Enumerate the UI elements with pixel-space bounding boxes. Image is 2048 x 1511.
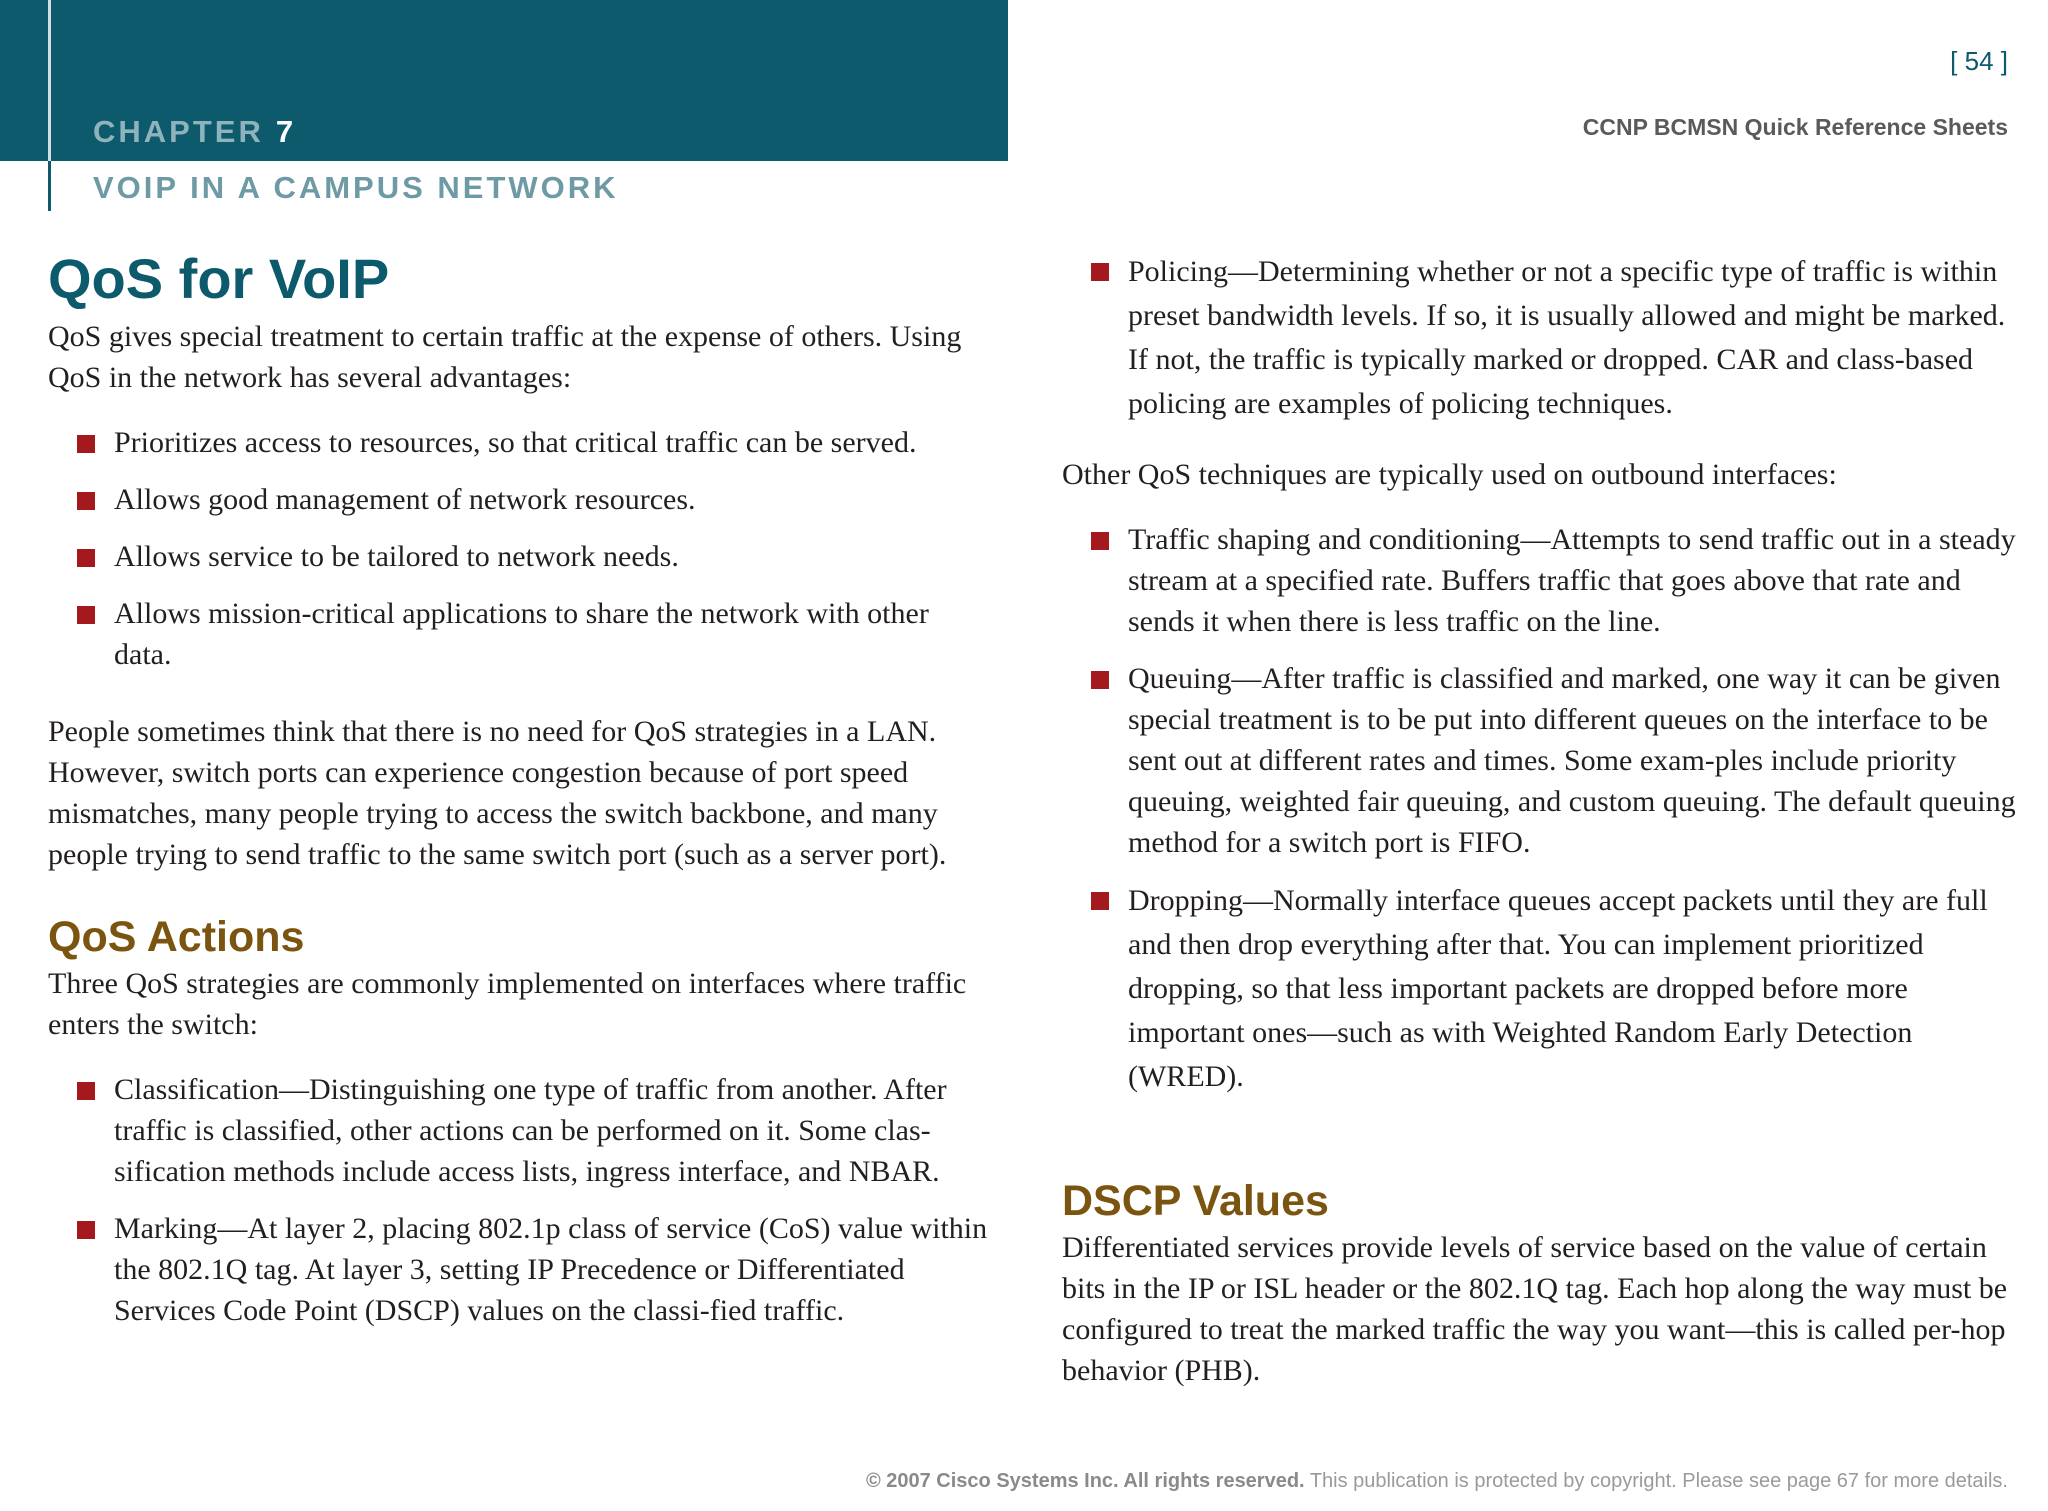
list-item: [48, 593, 1008, 675]
outbound-intro: Other QoS techniques are typically used on outbound interfaces:: [1062, 458, 1837, 491]
footer-copyright: [866, 1470, 2008, 1493]
section-title-qos-for-voip: QoS for VoIP: [48, 247, 390, 310]
page-number: [ 54 ]: [1950, 46, 2008, 76]
list-item-text: Dropping—Normally interface queues accept packets until they are full and then drop everything after that. You can implement prioritized dropping, so that less important packets are dropped before more important ones—such as with Weighted Random Early Detection (WRED).: [1128, 884, 1988, 1093]
list-item-text: Marking—At layer 2, placing 802.1p class of service (CoS) value within the 802.1Q tag. At layer 3, setting IP Precedence or Differentiated Services Code Point (DSCP) values on the classi-fied traffic.: [114, 1212, 988, 1327]
list-item-text: Allows mission-critical applications to share the network with other data.: [114, 597, 929, 671]
intro-paragraph: QoS gives special treatment to certain traffic at the expense of others. Using QoS in the network has several advantages:: [48, 320, 962, 394]
list-item: [48, 1069, 1008, 1192]
bullet-icon: [1091, 892, 1109, 910]
bullet-icon: [1091, 532, 1109, 550]
right-column: [1062, 246, 2022, 1391]
list-item-text: Allows good management of network resources.: [114, 483, 696, 516]
bullet-icon: [1091, 671, 1109, 689]
outbound-list: [1062, 519, 2022, 1099]
footer-notice: This publication is protected by copyright. Please see page 67 for more details.: [1309, 1470, 2008, 1492]
bullet-icon: [77, 549, 95, 567]
bullet-icon: [77, 606, 95, 624]
list-item-text: Traffic shaping and conditioning—Attempts to send traffic out in a steady stream at a specified rate. Buffers traffic that goes above that rate and sends it when there is less traffic on the line.: [1128, 523, 2016, 638]
left-column: [48, 246, 1008, 1331]
bullet-icon: [77, 492, 95, 510]
list-item: [48, 479, 1008, 520]
section-title-qos-actions: QoS Actions: [48, 913, 305, 961]
policing-list: [1062, 250, 2022, 426]
list-item-text: Policing—Determining whether or not a specific type of traffic is within preset bandwidth levels. If so, it is usually allowed and might be marked. If not, the traffic is typically marked or dropped. CAR and class-based policing are examples of policing techniques.: [1128, 255, 2006, 420]
lan-paragraph: People sometimes think that there is no need for QoS strategies in a LAN. However, switch ports can experience congestion because of port speed mismatches, many people trying to access the switch backbone, and many people trying to send traffic to the same switch port (such as a server port).: [48, 715, 947, 871]
bullet-icon: [77, 435, 95, 453]
book-title: CCNP BCMSN Quick Reference Sheets: [1582, 114, 2008, 140]
actions-intro: Three QoS strategies are commonly implemented on interfaces where traffic enters the switch:: [48, 967, 967, 1041]
list-item: [1062, 879, 2022, 1099]
advantages-list: [48, 422, 1008, 675]
list-item: [1062, 519, 2022, 642]
list-item: [48, 536, 1008, 577]
list-item-text: Queuing—After traffic is classified and marked, one way it can be given special treatment is to be put into different queues on the interface to be sent out at different rates and times. Some exam-ples include priority queuing, weighted fair queuing, and custom queuing. The default queuing method for a switch port is FIFO.: [1128, 662, 2016, 859]
chapter-label: [93, 114, 296, 150]
chapter-title: VOIP IN A CAMPUS NETWORK: [93, 170, 619, 205]
header-rule-lower: [48, 161, 51, 211]
header-rule: [48, 0, 51, 161]
actions-list: [48, 1069, 1008, 1331]
bullet-icon: [77, 1221, 95, 1239]
dscp-paragraph: Differentiated services provide levels of service based on the value of certain bits in the IP or ISL header or the 802.1Q tag. Each hop along the way must be configured to treat the marked traffic the way you want—this is called per-hop behavior (PHB).: [1062, 1231, 2008, 1387]
bullet-icon: [77, 1082, 95, 1100]
footer-copyright-text: © 2007 Cisco Systems Inc. All rights reserved.: [865, 1470, 1305, 1492]
list-item: [1062, 658, 2022, 863]
bullet-icon: [1091, 263, 1109, 281]
list-item: [48, 422, 1008, 463]
list-item-text: Allows service to be tailored to network needs.: [114, 540, 679, 573]
list-item: [1062, 250, 2022, 426]
list-item-text: Prioritizes access to resources, so that critical traffic can be served.: [114, 426, 917, 459]
chapter-label-text: CHAPTER: [93, 114, 264, 149]
list-item: [48, 1208, 1008, 1331]
list-item-text: Classification—Distinguishing one type of traffic from another. After traffic is classified, other actions can be performed on it. Some clas-sification methods include access lists, ingress interface, and NBAR.: [114, 1073, 947, 1188]
chapter-number: 7: [275, 114, 297, 149]
section-title-dscp-values: DSCP Values: [1062, 1177, 1329, 1225]
